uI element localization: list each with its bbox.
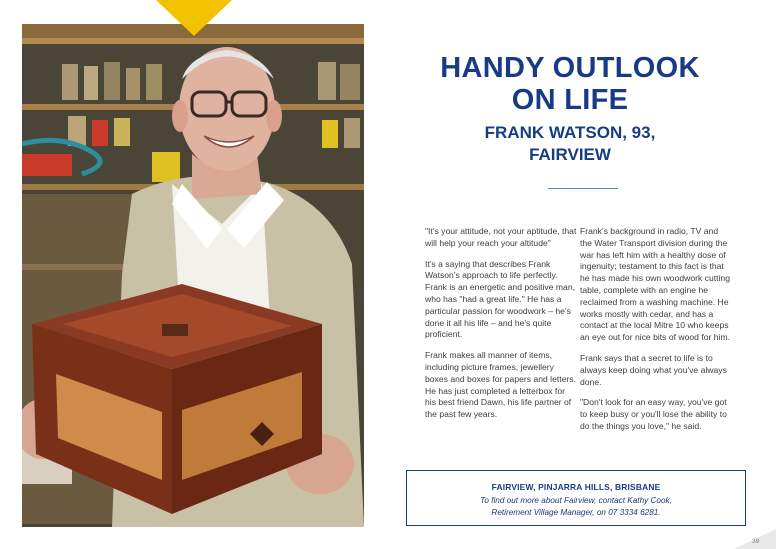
paragraph-quote: "It's your attitude, not your aptitude, that will help your reach your altitude" bbox=[425, 226, 577, 248]
paragraph: Frank makes all manner of items, including picture frames, jewellery boxes and boxes for papers and letters. He has just completed a letterbox for his best friend Dawn, his life partner of the past few years. bbox=[425, 350, 576, 420]
info-box-line-1: To find out more about Fairview, contact Kathy Cook, bbox=[480, 496, 672, 505]
subtitle-line-2: FAIRVIEW bbox=[529, 145, 611, 164]
title-divider bbox=[548, 188, 618, 189]
paragraph: Frank says that a secret to life is to always keep doing what you've always done. bbox=[580, 352, 727, 387]
title-line-2: ON LIFE bbox=[511, 84, 629, 116]
contact-info-box bbox=[406, 470, 746, 526]
info-box-line-2: Retirement Village Manager, on 07 3334 6281. bbox=[491, 508, 661, 517]
yellow-tab-marker bbox=[156, 0, 232, 36]
photo-frank-watson-with-wooden-box bbox=[22, 24, 364, 527]
paragraph: Frank's background in radio, TV and the Water Transport division during the war has left him with a healthy dose of ingenuity; testament to this fact is that he has made his own woodwork cutting table, complete with an engine he reclaimed from a washing machine. He works mostly with cedar, and has a contact at the local Mitre 10 who keeps an eye out for nice bits of wood for him. bbox=[580, 226, 730, 343]
paragraph-quote: "Don't look for an easy way, you've got to keep busy or you'll lose the ability to do the things you love," he said. bbox=[580, 397, 727, 431]
photo-illustration bbox=[22, 24, 364, 527]
paragraph: It's a saying that describes Frank Watson's approach to life perfectly. Frank is an energetic and positive man, who has "had a great life." He has a particular passion for woodwork – he's done it all his life – and he's quite proficient. bbox=[425, 258, 575, 340]
page-number: 39 bbox=[752, 538, 760, 545]
article-column-2 bbox=[580, 226, 732, 442]
article-title bbox=[420, 52, 720, 116]
title-line-1: HANDY OUTLOOK bbox=[440, 52, 700, 84]
article-subtitle bbox=[420, 122, 720, 166]
subtitle-line-1: FRANK WATSON, 93, bbox=[484, 123, 656, 142]
info-box-title: FAIRVIEW, PINJARRA HILLS, BRISBANE bbox=[491, 482, 661, 492]
article-column-1 bbox=[425, 226, 577, 430]
